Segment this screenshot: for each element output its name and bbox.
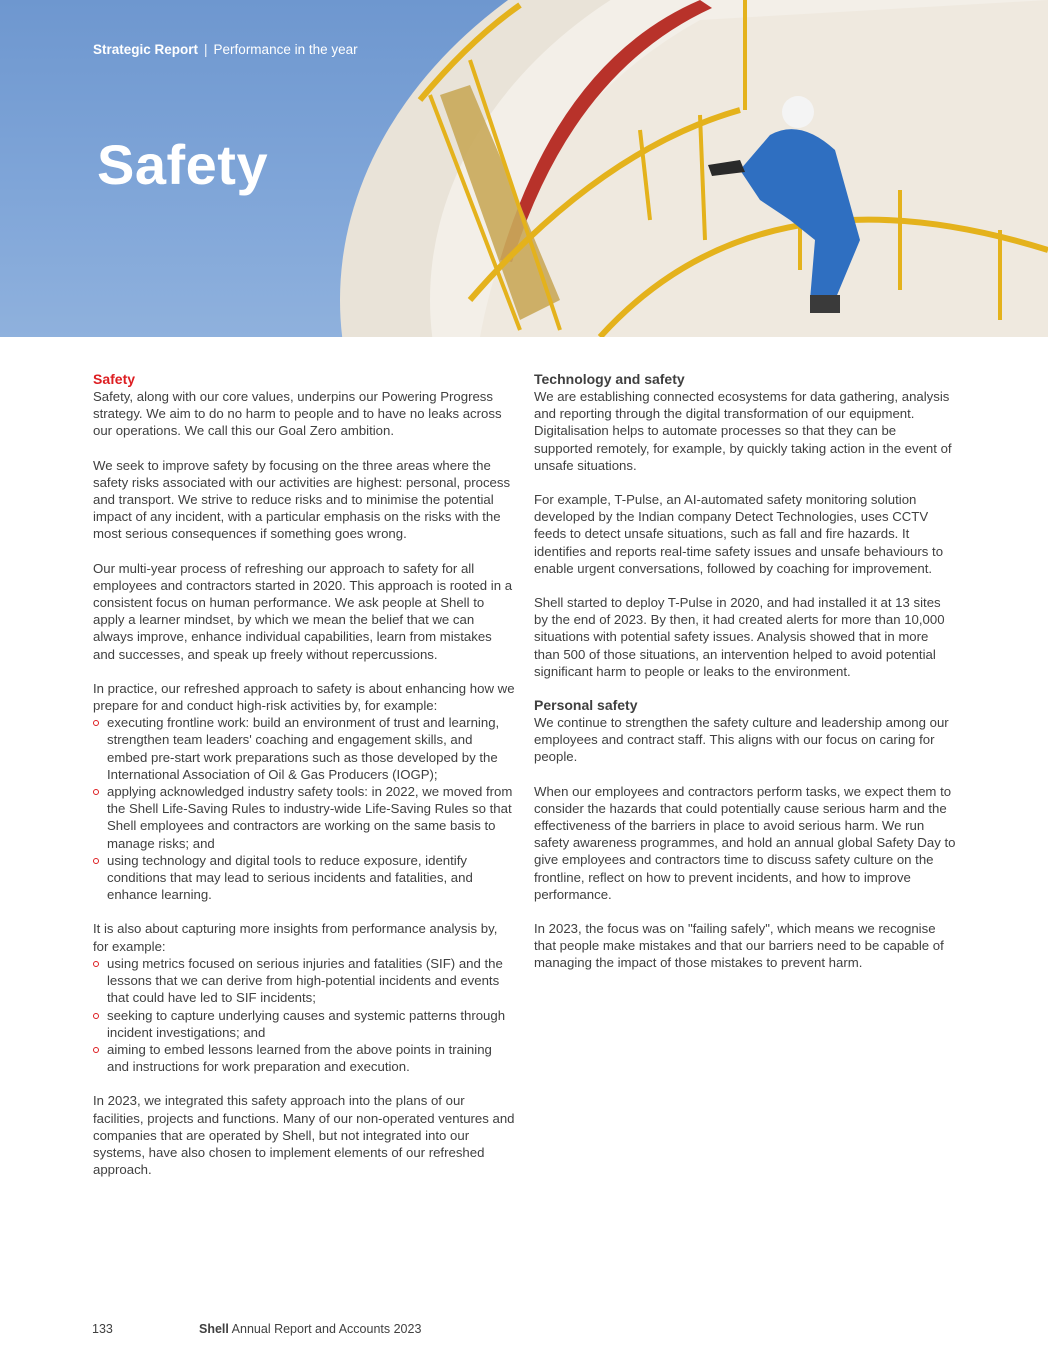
paragraph: Safety, along with our core values, underpins our Powering Progress strategy. We aim to do no harm to people and to have no leaks across our operations. We call this our Goal Zero ambition. — [93, 389, 502, 439]
page-number: 133 — [92, 1322, 113, 1336]
paragraph: We continue to strengthen the safety culture and leadership among our employees and contract staff. This aligns with our focus on caring for people. — [534, 715, 949, 765]
list-item: using technology and digital tools to reduce exposure, identify conditions that may lead to serious incidents and fatalities, and enhance learning. — [93, 852, 515, 904]
paragraph: Our multi-year process of refreshing our approach to safety for all employees and contractors started in 2020. This approach is rooted in a consistent focus on human performance. We ask people at Shell to apply a learner mindset, by which we mean the belief that we can always improve, enhance individual capabilities, learn from mistakes and successes, and speak up freely without repercussions. — [93, 560, 513, 662]
bullet-list — [93, 714, 515, 903]
publication-title: Annual Report and Accounts 2023 — [231, 1322, 422, 1336]
brand-name: Shell — [199, 1322, 229, 1336]
breadcrumb-subsection: Performance in the year — [213, 42, 358, 57]
hero-photo — [0, 0, 1048, 337]
paragraph: In 2023, we integrated this safety approach into the plans of our facilities, projects and functions. Many of our non-operated ventures and companies that are operated by Shell, but not integrated into our systems, have also chosen to implement elements of our refreshed approach. — [93, 1093, 515, 1178]
section-heading-technology: Technology and safety — [534, 371, 685, 387]
paragraph: It is also about capturing more insights from performance analysis by, for example: — [93, 921, 498, 954]
list-item: executing frontline work: build an environment of trust and learning, strengthen team leaders' coaching and engagement skills, and embed pre-start work preparations such as those developed by the International Association of Oil & Gas Producers (IOGP); — [93, 714, 515, 783]
paragraph: Shell started to deploy T-Pulse in 2020, and had installed it at 13 sites by the end of 2023. By then, it had created alerts for more than 10,000 situations with potential safety issues. Analysis showed that in more than 500 of those situations, an intervention helped to avoid potential significant harm to people or leaks to the environment. — [534, 595, 945, 679]
paragraph: We are establishing connected ecosystems for data gathering, analysis and reporting through the digital transformation of our equipment. Digitalisation helps to automate processes so that they can be supported remotely, for example, by quickly taking action in the event of unsafe situations. — [534, 389, 952, 473]
breadcrumb-separator: | — [204, 42, 208, 57]
list-item: seeking to capture underlying causes and systemic patterns through incident investigations; and — [93, 1007, 515, 1041]
breadcrumb — [93, 42, 358, 57]
right-column — [534, 371, 956, 989]
list-item: using metrics focused on serious injuries and fatalities (SIF) and the lessons that we can derive from high-potential incidents and events that could have led to SIF incidents; — [93, 955, 515, 1007]
list-item: applying acknowledged industry safety tools: in 2022, we moved from the Shell Life-Saving Rules to industry-wide Life-Saving Rules so that Shell employees and contractors are working on the same basis to manage risks; and — [93, 783, 515, 852]
breadcrumb-section: Strategic Report — [93, 42, 199, 57]
page-title: Safety — [97, 133, 269, 196]
paragraph: In practice, our refreshed approach to safety is about enhancing how we prepare for and conduct high-risk activities by, for example: — [93, 680, 515, 714]
section-heading-personal-safety: Personal safety — [534, 697, 638, 714]
bullet-list — [93, 955, 515, 1075]
paragraph: In 2023, the focus was on "failing safely", which means we recognise that people make mistakes and that our barriers need to be capable of managing the impact of those mistakes to prevent harm. — [534, 921, 944, 971]
list-item: aiming to embed lessons learned from the above points in training and instructions for work preparation and execution. — [93, 1041, 515, 1075]
paragraph: When our employees and contractors perform tasks, we expect them to consider the hazards that could potentially cause serious harm and the effectiveness of the barriers in place to avoid serious harm. We run safety awareness programmes, and hold an annual global Safety Day to give employees and contractors time to discuss safety culture on the frontline, reflect on how to prevent incidents, and how to improve performance. — [534, 783, 956, 902]
paragraph: We seek to improve safety by focusing on the three areas where the safety risks associated with our activities are highest: personal, process and transport. We strive to reduce risks and to minimise the potential impact of any incident, with a particular emphasis on the risks with the most serious consequences if something goes wrong. — [93, 457, 511, 542]
left-column — [93, 371, 515, 1195]
section-heading-safety: Safety — [93, 371, 136, 387]
paragraph: For example, T-Pulse, an AI-automated safety monitoring solution developed by the Indian company Detect Technologies, uses CCTV feeds to detect unsafe situations, such as fall and fire hazards. It identifies and reports real-time safety issues and unsafe behaviours to enable urgent conversations, followed by coaching for improvement. — [534, 492, 944, 576]
publication-name — [199, 1322, 421, 1336]
